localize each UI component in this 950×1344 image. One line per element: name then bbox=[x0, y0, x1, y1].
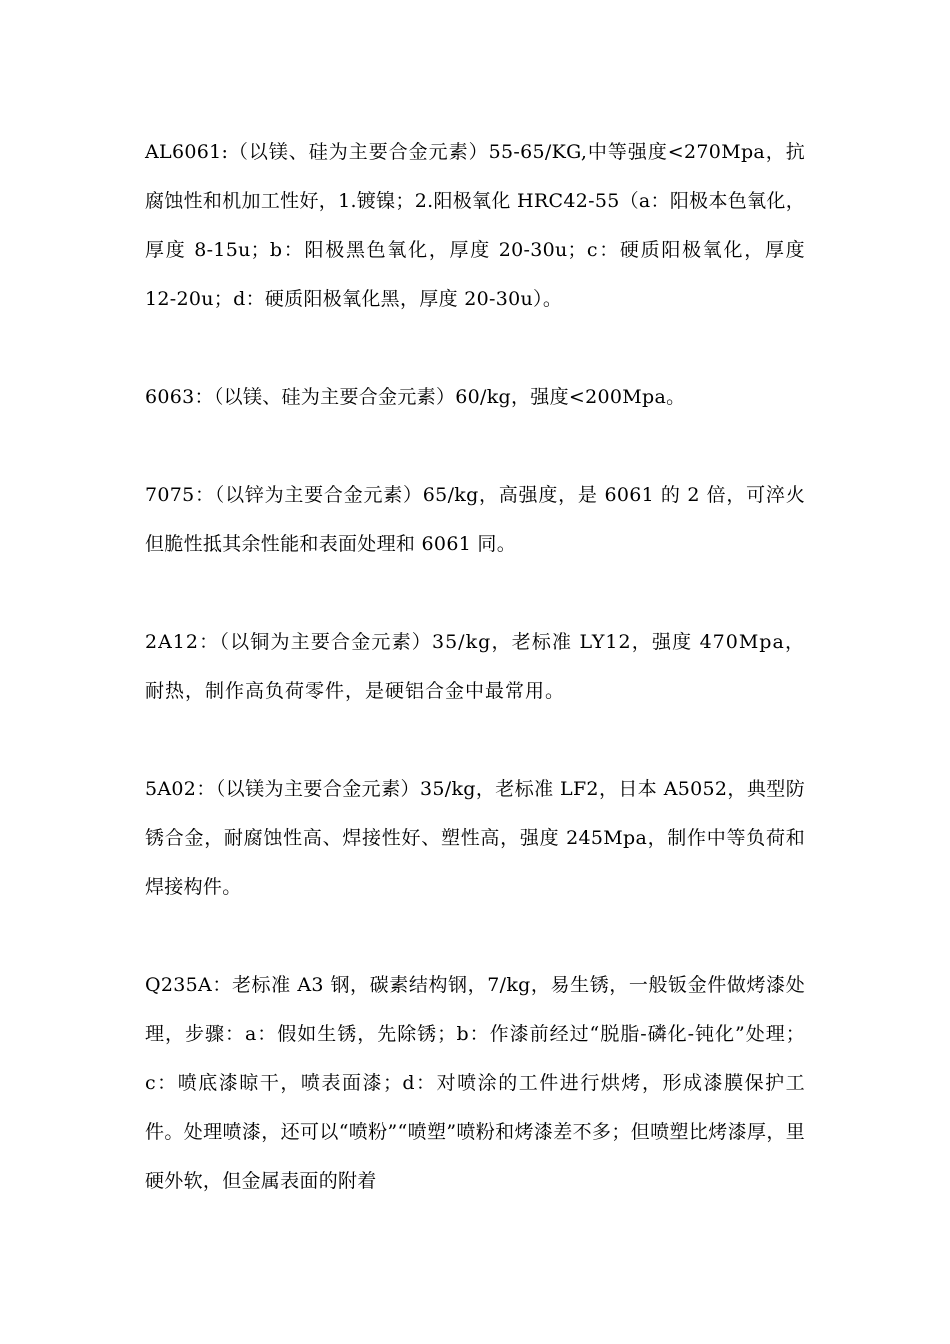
paragraph-2a12: 2A12：（以铜为主要合金元素）35/kg，老标准 LY12，强度 470Mpa，耐热，制作高负荷零件，是硬铝合金中最常用。 bbox=[145, 631, 805, 702]
document-body bbox=[145, 128, 805, 1206]
paragraph-5a02: 5A02：（以镁为主要合金元素）35/kg，老标准 LF2，日本 A5052，典型防锈合金，耐腐蚀性高、焊接性好、塑性高，强度 245Mpa，制作中等负荷和焊接构件。 bbox=[145, 778, 805, 898]
paragraph-q235a: Q235A：老标准 A3 钢，碳素结构钢，7/kg，易生锈，一般钣金件做烤漆处理，步骤：a：假如生锈，先除锈；b：作漆前经过“脱脂-磷化-钝化”处理；c：喷底漆晾干，喷表面漆；d：对喷涂的工件进行烘烤，形成漆膜保护工件。处理喷漆，还可以“喷粉”“喷塑”喷粉和烤漆差不多；但喷塑比烤漆厚，里硬外软，但金属表面的附着 bbox=[145, 974, 805, 1192]
paragraph-6063: 6063：（以镁、硅为主要合金元素）60/kg，强度<200Mpa。 bbox=[145, 386, 686, 408]
paragraph-7075: 7075：（以锌为主要合金元素）65/kg，高强度，是 6061 的 2 倍，可淬火但脆性抵其余性能和表面处理和 6061 同。 bbox=[145, 484, 805, 555]
paragraph-al6061: AL6061:（以镁、硅为主要合金元素）55-65/KG,中等强度<270Mpa，抗腐蚀性和机加工性好，1.镀镍；2.阳极氧化 HRC42-55（a：阳极本色氧化，厚度 8-15u；b：阳极黑色氧化，厚度 20-30u；c：硬质阳极氧化，厚度 12-20u；d：硬质阳极氧化黑，厚度 20-30u）。 bbox=[145, 141, 805, 310]
